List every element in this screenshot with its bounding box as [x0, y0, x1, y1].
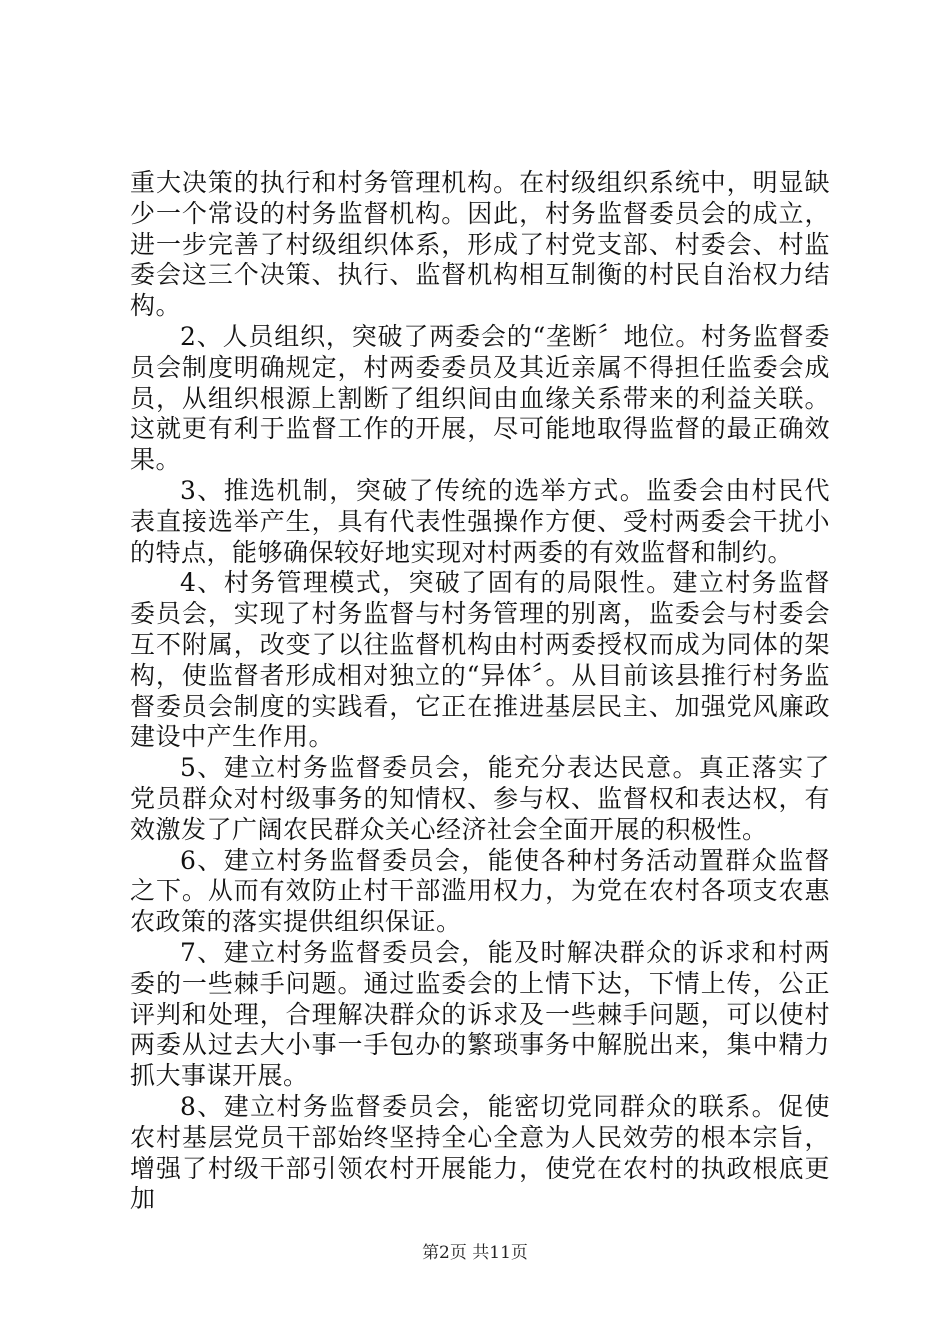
page-total: 共11页 — [472, 1243, 528, 1263]
paragraph-7: 7、建立村务监督委员会，能及时解决群众的诉求和村两委的一些棘手问题。通过监委会的上情下达，下情上传，公正评判和处理，合理解决群众的诉求及一些棘手问题，可以使村两委从过去大小事一手包办的繁琐事务中解脱出来，集中精力抓大事谋开展。 — [130, 937, 830, 1091]
page-footer — [0, 1243, 950, 1263]
paragraph-6: 6、建立村务监督委员会，能使各种村务活动置群众监督之下。从而有效防止村干部滥用权力，为党在农村各项支农惠农政策的落实提供组织保证。 — [130, 845, 830, 937]
page-number: 第2页 — [422, 1243, 467, 1263]
paragraph-continuation: 重大决策的执行和村务管理机构。在村级组织系统中，明显缺少一个常设的村务监督机构。因此，村务监督委员会的成立，进一步完善了村级组织体系，形成了村党支部、村委会、村监委会这三个决策、执行、监督机构相互制衡的村民自治权力结构。 — [130, 168, 830, 321]
paragraph-2: 2、人员组织，突破了两委会的“垄断〞地位。村务监督委员会制度明确规定，村两委委员及其近亲属不得担任监委会成员，从组织根源上割断了组织间由血缘关系带来的利益关联。这就更有利于监督工作的开展，尽可能地取得监督的最正确效果。 — [130, 321, 830, 475]
paragraph-5: 5、建立村务监督委员会，能充分表达民意。真正落实了党员群众对村级事务的知情权、参与权、监督权和表达权，有效激发了广阔农民群众关心经济社会全面开展的积极性。 — [130, 753, 830, 844]
paragraph-8: 8、建立村务监督委员会，能密切党同群众的联系。促使农村基层党员干部始终坚持全心全意为人民效劳的根本宗旨，增强了村级干部引领农村开展能力，使党在农村的执政根底更加 — [130, 1091, 830, 1214]
paragraph-3: 3、推选机制，突破了传统的选举方式。监委会由村民代表直接选举产生，具有代表性强操作方便、受村两委会干扰小的特点，能够确保较好地实现对村两委的有效监督和制约。 — [130, 475, 830, 567]
document-body — [130, 168, 830, 1215]
paragraph-4: 4、村务管理模式，突破了固有的局限性。建立村务监督委员会，实现了村务监督与村务管理的别离，监委会与村委会互不附属，改变了以往监督机构由村两委授权而成为同体的架构，使监督者形成相对独立的“异体〞。从目前该县推行村务监督委员会制度的实践看，它正在推进基层民主、加强党风廉政建设中产生作用。 — [130, 568, 830, 752]
